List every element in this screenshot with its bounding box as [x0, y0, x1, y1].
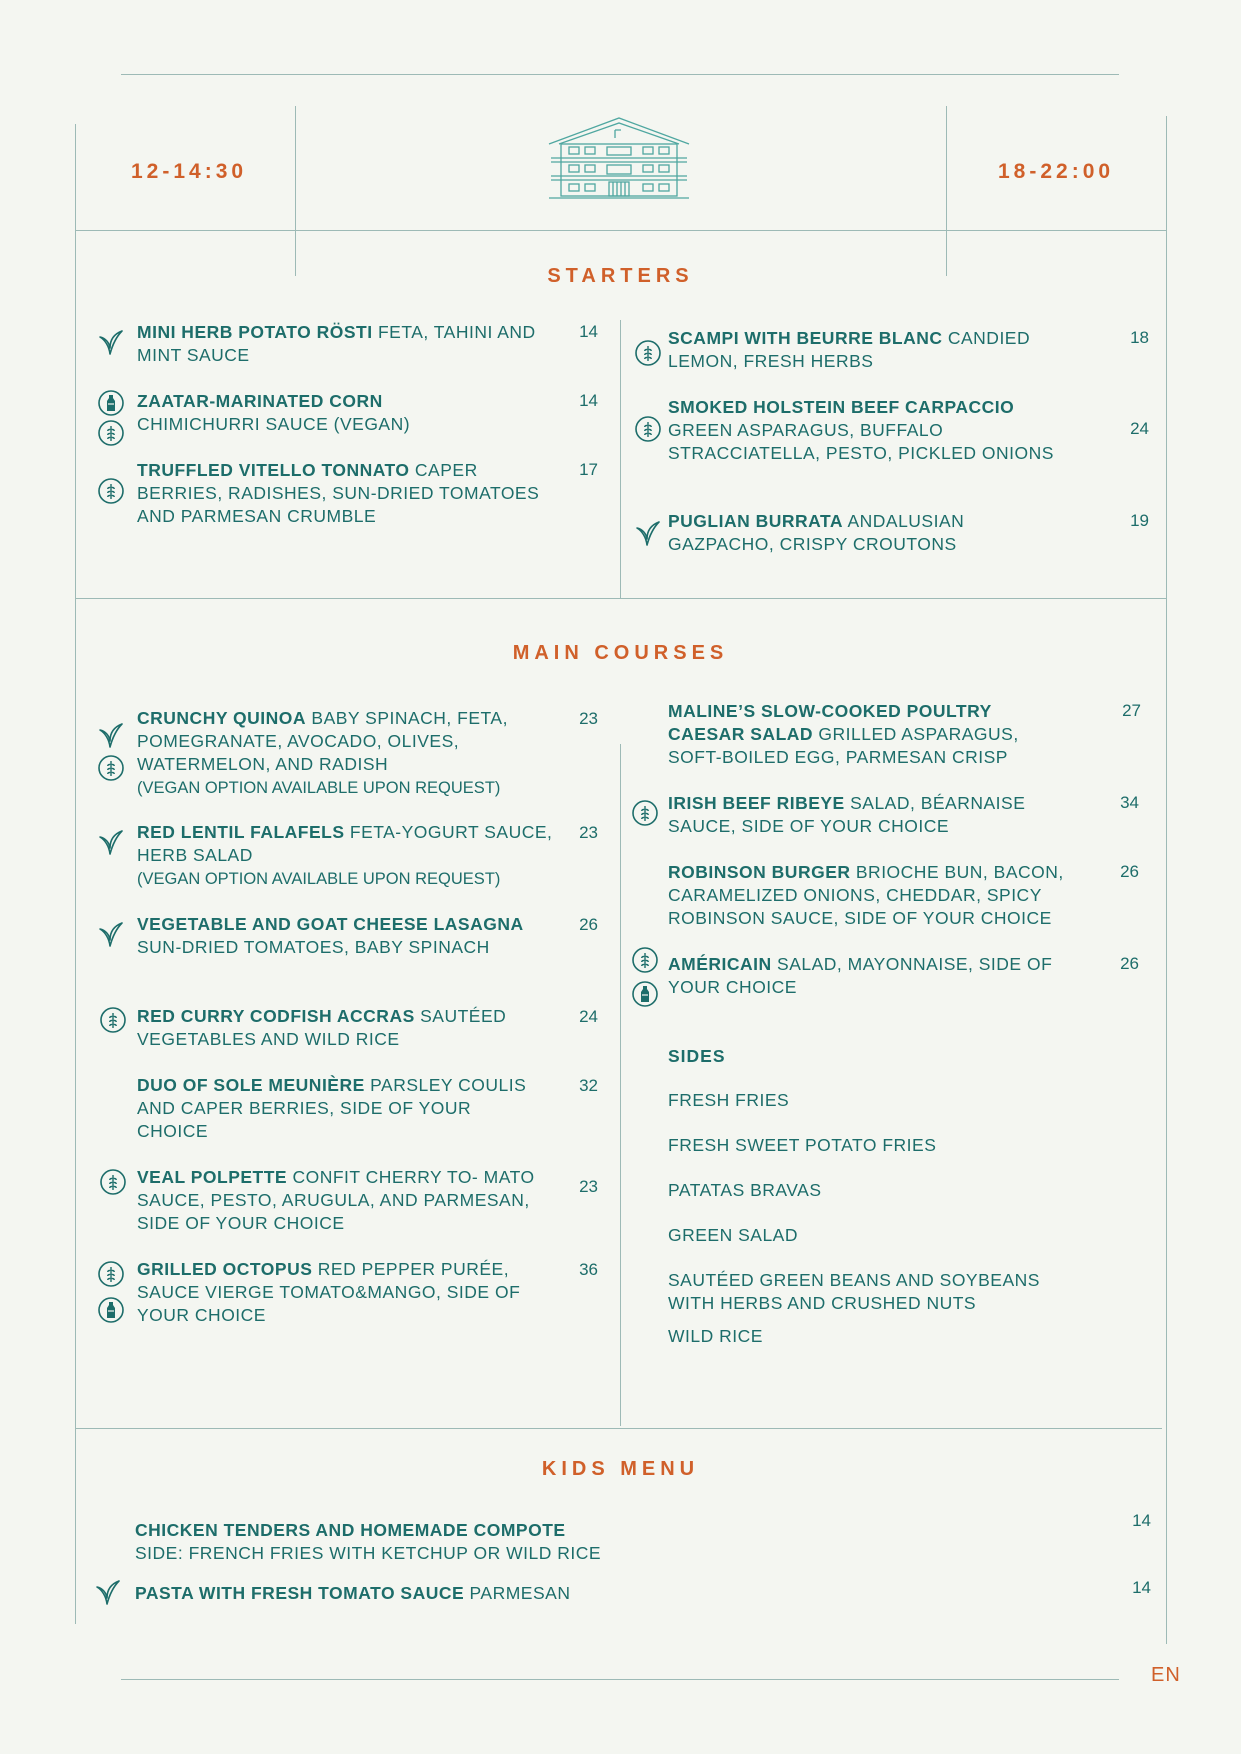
- item-description: SAUTÉED VEGETABLES AND WILD RICE: [137, 1006, 507, 1049]
- wheat-icon: [631, 799, 659, 827]
- item-name: CRUNCHY QUINOA: [137, 708, 307, 728]
- menu-item: [135, 1519, 835, 1565]
- menu-item: [668, 861, 1103, 930]
- item-price: 36: [579, 1260, 598, 1279]
- chalet-icon: [545, 114, 693, 202]
- menu-item: [137, 321, 552, 367]
- item-description: BRIOCHE BUN, BACON, CARAMELIZED ONIONS, CHEDDAR, SPICY ROBINSON SAUCE, SIDE OF YOUR CHOICE: [668, 862, 1064, 928]
- item-name: GRILLED OCTOPUS: [137, 1259, 313, 1279]
- item-description: CHIMICHURRI SAUCE (VEGAN): [137, 414, 411, 434]
- item-description: PARMESAN: [464, 1583, 571, 1603]
- item-description: FETA-YOGURT SAUCE, HERB SALAD: [137, 822, 553, 865]
- item-price: 27: [1122, 701, 1141, 720]
- side-item: SAUTÉED GREEN BEANS AND SOYBEANS WITH HERBS AND CRUSHED NUTS: [668, 1270, 1040, 1313]
- bottom-rule: [121, 1679, 1119, 1680]
- frame-right: [1166, 116, 1167, 1644]
- wheat-icon: [97, 754, 125, 782]
- wheat-icon: [99, 1168, 127, 1196]
- wheat-icon: [99, 1006, 127, 1034]
- leaf-icon: [97, 328, 125, 356]
- item-note: (VEGAN OPTION AVAILABLE UPON REQUEST): [137, 870, 501, 888]
- frame-left: [75, 124, 76, 1624]
- menu-item: [668, 792, 1073, 838]
- item-price: 32: [579, 1076, 598, 1095]
- menu-item: [668, 510, 1068, 556]
- item-name: PUGLIAN BURRATA: [668, 511, 844, 531]
- item-name: CHICKEN TENDERS AND HOMEMADE COMPOTE: [135, 1520, 566, 1540]
- menu-item: [137, 1074, 537, 1143]
- menu-item: [137, 459, 552, 528]
- item-name: DUO OF SOLE MEUNIÈRE: [137, 1075, 365, 1095]
- item-price: 14: [1132, 1578, 1151, 1597]
- item-description: RED PEPPER PURÉE, SAUCE VIERGE TOMATO&MANGO, SIDE OF YOUR CHOICE: [137, 1259, 521, 1325]
- header-divider-right: [946, 106, 947, 276]
- milk-bottle-icon: [97, 389, 125, 417]
- lunch-hours: 12-14:30: [131, 160, 248, 183]
- milk-bottle-icon: [97, 1296, 125, 1324]
- menu-item: [668, 396, 1068, 465]
- wheat-icon: [634, 415, 662, 443]
- item-name: IRISH BEEF RIBEYE: [668, 793, 845, 813]
- top-rule: [121, 74, 1119, 75]
- item-price: 26: [1120, 862, 1139, 881]
- leaf-icon: [94, 1578, 122, 1606]
- item-description: SALAD, MAYONNAISE, SIDE OF YOUR CHOICE: [668, 954, 1053, 997]
- menu-item: [137, 1166, 542, 1235]
- item-description: CAPER BERRIES, RADISHES, SUN-DRIED TOMATOES AND PARMESAN CRUMBLE: [137, 460, 540, 526]
- starters-title: STARTERS: [547, 265, 694, 287]
- menu-item: [668, 953, 1088, 999]
- item-name: VEGETABLE AND GOAT CHEESE LASAGNA: [137, 914, 524, 934]
- wheat-icon: [634, 339, 662, 367]
- starters-column-divider: [620, 320, 621, 598]
- item-price: 18: [1130, 328, 1149, 347]
- starters-rule: [75, 598, 1166, 599]
- menu-item: [137, 821, 557, 891]
- menu-item: [137, 707, 557, 800]
- item-description: SIDE: FRENCH FRIES WITH KETCHUP OR WILD RICE: [135, 1543, 602, 1563]
- item-description: SALAD, BÉARNAISE SAUCE, SIDE OF YOUR CHOICE: [668, 793, 1026, 836]
- item-name: MINI HERB POTATO RÖSTI: [137, 322, 373, 342]
- item-name: ROBINSON BURGER: [668, 862, 851, 882]
- mains-column-divider: [620, 744, 621, 1426]
- wheat-icon: [97, 477, 125, 505]
- header-rule: [75, 230, 1166, 231]
- item-price: 23: [579, 709, 598, 728]
- item-price: 17: [579, 460, 598, 479]
- side-item: FRESH FRIES: [668, 1090, 790, 1110]
- side-item: FRESH SWEET POTATO FRIES: [668, 1135, 937, 1155]
- menu-item: [668, 700, 1068, 769]
- mains-rule: [75, 1428, 1162, 1429]
- leaf-icon: [634, 519, 662, 547]
- item-name: MALINE’S SLOW-COOKED POULTRY CAESAR SALAD: [668, 701, 992, 744]
- wheat-icon: [97, 1260, 125, 1288]
- item-description: CANDIED LEMON, FRESH HERBS: [668, 328, 1031, 371]
- main-courses-title: MAIN COURSES: [512, 642, 729, 664]
- item-description: SUN-DRIED TOMATOES, BABY SPINACH: [137, 937, 490, 957]
- item-price: 23: [579, 823, 598, 842]
- language-indicator: EN: [1151, 1664, 1181, 1686]
- menu-item: [668, 327, 1088, 373]
- item-description: GRILLED ASPARAGUS, SOFT-BOILED EGG, PARMESAN CRISP: [668, 724, 1019, 767]
- item-name: PASTA WITH FRESH TOMATO SAUCE: [135, 1583, 465, 1603]
- item-name: SMOKED HOLSTEIN BEEF CARPACCIO: [668, 397, 1015, 417]
- sides-title: SIDES: [668, 1046, 726, 1066]
- leaf-icon: [97, 828, 125, 856]
- kids-menu-title: KIDS MENU: [541, 1458, 700, 1480]
- menu-item: [137, 913, 557, 959]
- item-name: RED CURRY CODFISH ACCRAS: [137, 1006, 415, 1026]
- item-price: 23: [579, 1177, 598, 1196]
- menu-item: [137, 390, 552, 436]
- side-item: WILD RICE: [668, 1326, 763, 1346]
- item-price: 14: [579, 322, 598, 341]
- leaf-icon: [97, 920, 125, 948]
- item-note: (VEGAN OPTION AVAILABLE UPON REQUEST): [137, 779, 501, 797]
- item-price: 14: [579, 391, 598, 410]
- item-price: 26: [579, 915, 598, 934]
- side-item: GREEN SALAD: [668, 1225, 798, 1245]
- item-name: TRUFFLED VITELLO TONNATO: [137, 460, 410, 480]
- item-price: 24: [1130, 419, 1149, 438]
- side-item: PATATAS BRAVAS: [668, 1180, 822, 1200]
- item-name: SCAMPI WITH BEURRE BLANC: [668, 328, 943, 348]
- leaf-icon: [97, 721, 125, 749]
- menu-item: [135, 1582, 835, 1605]
- wheat-icon: [631, 946, 659, 974]
- item-price: 24: [579, 1007, 598, 1026]
- menu-item: [137, 1258, 542, 1327]
- item-name: RED LENTIL FALAFELS: [137, 822, 345, 842]
- item-description: FETA, TAHINI AND MINT SAUCE: [137, 322, 536, 365]
- header-divider-left: [295, 106, 296, 276]
- dinner-hours: 18-22:00: [998, 160, 1115, 183]
- milk-bottle-icon: [631, 980, 659, 1008]
- item-price: 19: [1130, 511, 1149, 530]
- item-name: ZAATAR-MARINATED CORN: [137, 391, 383, 411]
- item-description: PARSLEY COULIS AND CAPER BERRIES, SIDE OF YOUR CHOICE: [137, 1075, 527, 1141]
- item-description: GREEN ASPARAGUS, BUFFALO STRACCIATELLA, PESTO, PICKLED ONIONS: [668, 420, 1054, 463]
- item-price: 14: [1132, 1511, 1151, 1530]
- item-name: VEAL POLPETTE: [137, 1167, 288, 1187]
- item-price: 34: [1120, 793, 1139, 812]
- item-description: CONFIT CHERRY TO- MATO SAUCE, PESTO, ARUGULA, AND PARMESAN, SIDE OF YOUR CHOICE: [137, 1167, 535, 1233]
- item-description: ANDALUSIAN GAZPACHO, CRISPY CROUTONS: [668, 511, 965, 554]
- wheat-icon: [97, 419, 125, 447]
- item-price: 26: [1120, 954, 1139, 973]
- item-description: BABY SPINACH, FETA, POMEGRANATE, AVOCADO, OLIVES, WATERMELON, AND RADISH: [137, 708, 508, 774]
- menu-item: [137, 1005, 557, 1051]
- item-name: AMÉRICAIN: [668, 954, 772, 974]
